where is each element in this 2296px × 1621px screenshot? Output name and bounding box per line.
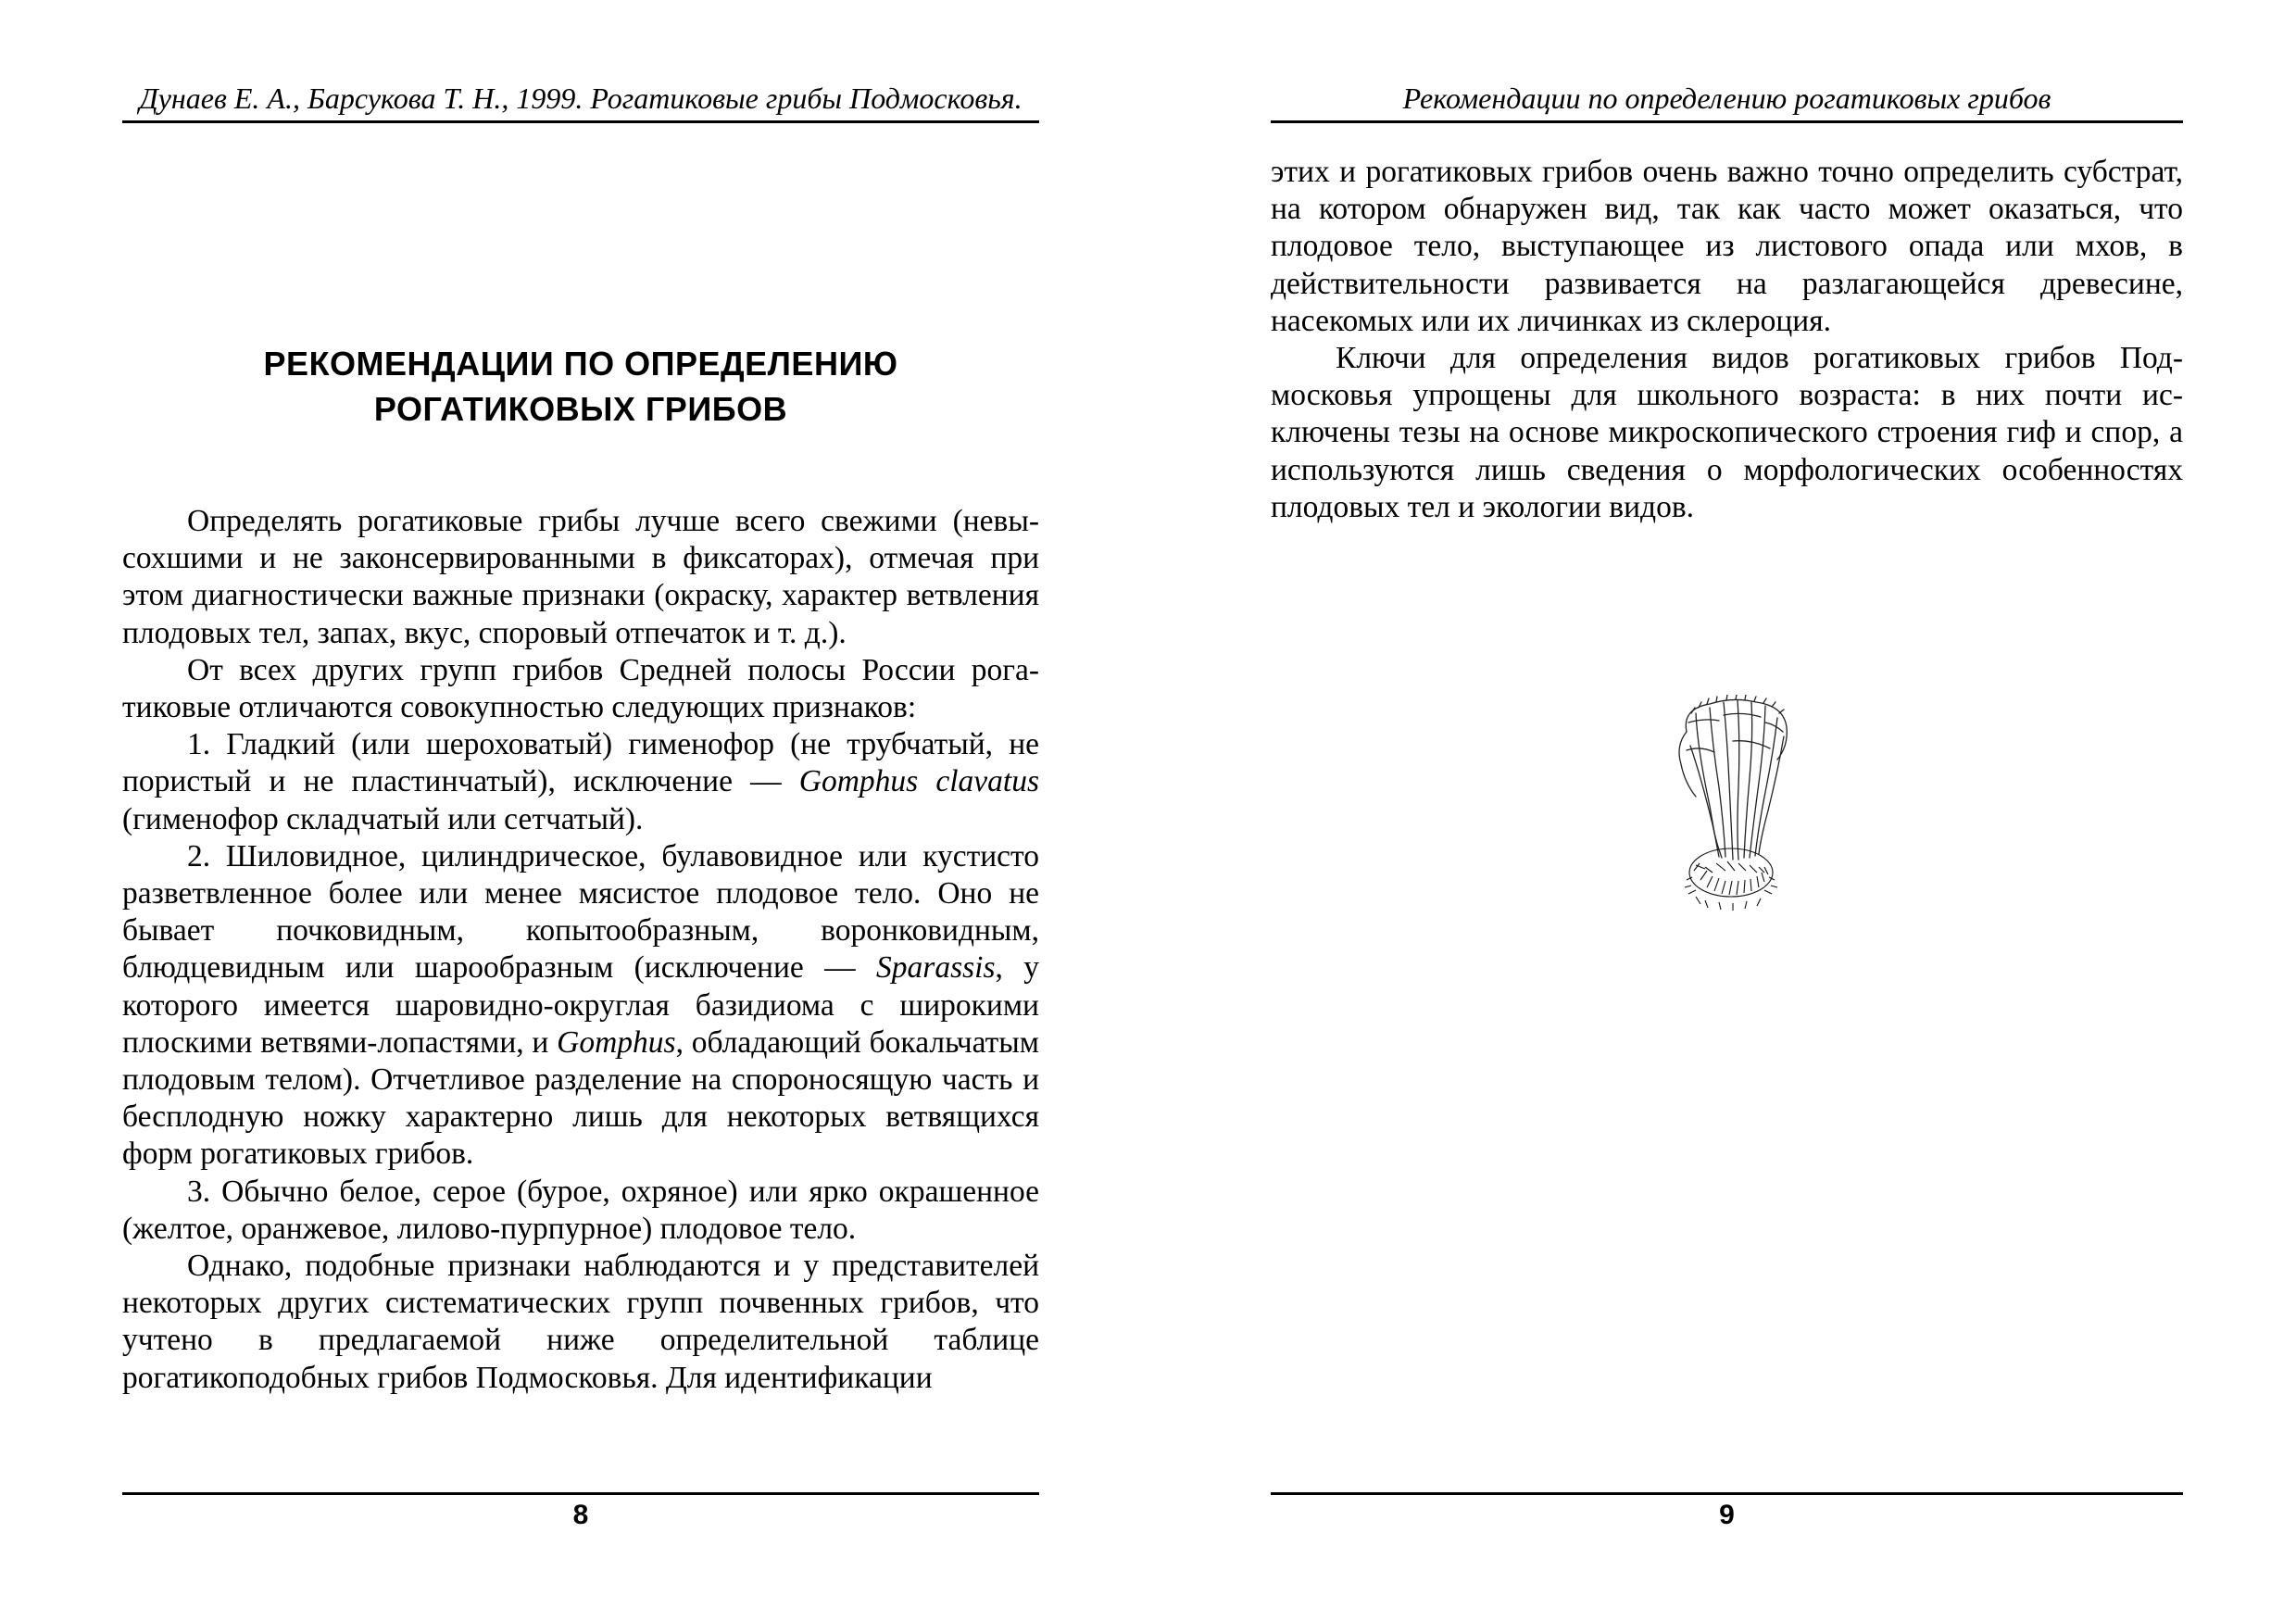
left-footer-rule	[122, 1492, 1039, 1495]
right-running-header: Рекомендации по определению рогатиковых грибов	[1402, 82, 2051, 115]
taxon-gomphus: Gomphus	[557, 1024, 676, 1060]
paragraph-4	[122, 838, 1039, 1174]
paragraph-3-text-a: 1. Гладкий (или шероховатый) гименофор (не трубчатый, не пористый и не пластинчатый), исключение —	[122, 727, 1039, 799]
left-body-text	[122, 503, 1039, 1397]
paragraph-6: Однако, подобные признаки наблюдаются и у представителей некоторых других систематических групп почвенных грибов, что учтено в предлагаемой ниже определительной таблице рогатикоподобных грибов Подмосковья. Для идентификации	[122, 1249, 1039, 1395]
paragraph-2: От всех других групп грибов Средней полосы России рогатиковые отличаются совокупностью следующих признаков:	[122, 652, 1039, 725]
chapter-title-line-2: РОГАТИКОВЫХ ГРИБОВ	[373, 390, 788, 428]
right-page	[1271, 0, 2183, 1621]
paragraph-3-text-b: (гименофор складчатый или сетчатый).	[122, 801, 644, 836]
right-footer-rule	[1271, 1492, 2183, 1495]
left-page	[122, 0, 1039, 1621]
paragraph-4-text-c: , обладающий бокальчатым плодовым телом). Отчетливое разделение на спороносящую часть и бесплодную ножку характерно лишь для некоторых ветвящихся форм рогатиковых грибов.	[122, 1024, 1039, 1172]
coral-fungus-drawing-icon	[1668, 695, 1793, 912]
left-page-number: 8	[572, 1500, 589, 1530]
taxon-sparassis: Sparassis	[876, 950, 996, 986]
paragraph-1: Определять рогатиковые грибы лучше всего свежими (невысохшими и не законсервированными в фиксаторах), отмечая при этом диагностически важные признаки (окраску, характер ветвления плодовых тел, запах, вкус, споровый отпечаток и т. д.).	[122, 504, 1039, 650]
paragraph-3	[122, 726, 1039, 838]
left-header-rule	[122, 120, 1039, 123]
taxon-gomphus-clavatus: Gomphus clavatus	[798, 764, 1039, 799]
right-body-text	[1271, 154, 2183, 526]
chapter-title	[122, 341, 1039, 432]
right-page-number: 9	[1719, 1500, 1735, 1530]
chapter-title-line-1: РЕКОМЕНДАЦИИ ПО ОПРЕДЕЛЕНИЮ	[263, 345, 898, 383]
paragraph-keys: Ключи для определения видов рогатиковых грибов Подмосковья упрощены для школьного возраста: в них почти исключены тезы на основе микроскопического строения гиф и спор, а используются лишь сведения о морфологических особенностях плодовых тел и экологии видов.	[1271, 341, 2183, 524]
left-running-header: Дунаев Е. А., Барсукова Т. Н., 1999. Рогатиковые грибы Подмосковья.	[139, 82, 1023, 115]
paragraph-4-text-a: 2. Шиловидное, цилиндрическое, булавовидное или кустисто разветвленное более или менее мясистое плодовое тело. Оно не бывает почковидным, копытообразным, воронковидным, блюдцевидным или шарообразным (исключение —	[122, 838, 1039, 986]
paragraph-5: 3. Обычно белое, серое (бурое, охряное) или ярко окрашенное (желтое, оранжевое, лилово-пурпурное) плодовое тело.	[122, 1174, 1039, 1246]
right-header-rule	[1271, 120, 2183, 123]
paragraph-continued: этих и рогатиковых грибов очень важно точно определить субстрат, на котором обнаружен вид, так как часто может оказаться, что плодовое тело, выступающее из листового опада или мхов, в действительности развивается на разлагающейся древесине, насекомых или их личинках из склероция.	[1271, 155, 2183, 338]
paragraph-4-text-b: , у которого имеется шаровидно-округлая базидиома с широкими плоскими ветвями-лопастями, и	[122, 950, 1039, 1060]
